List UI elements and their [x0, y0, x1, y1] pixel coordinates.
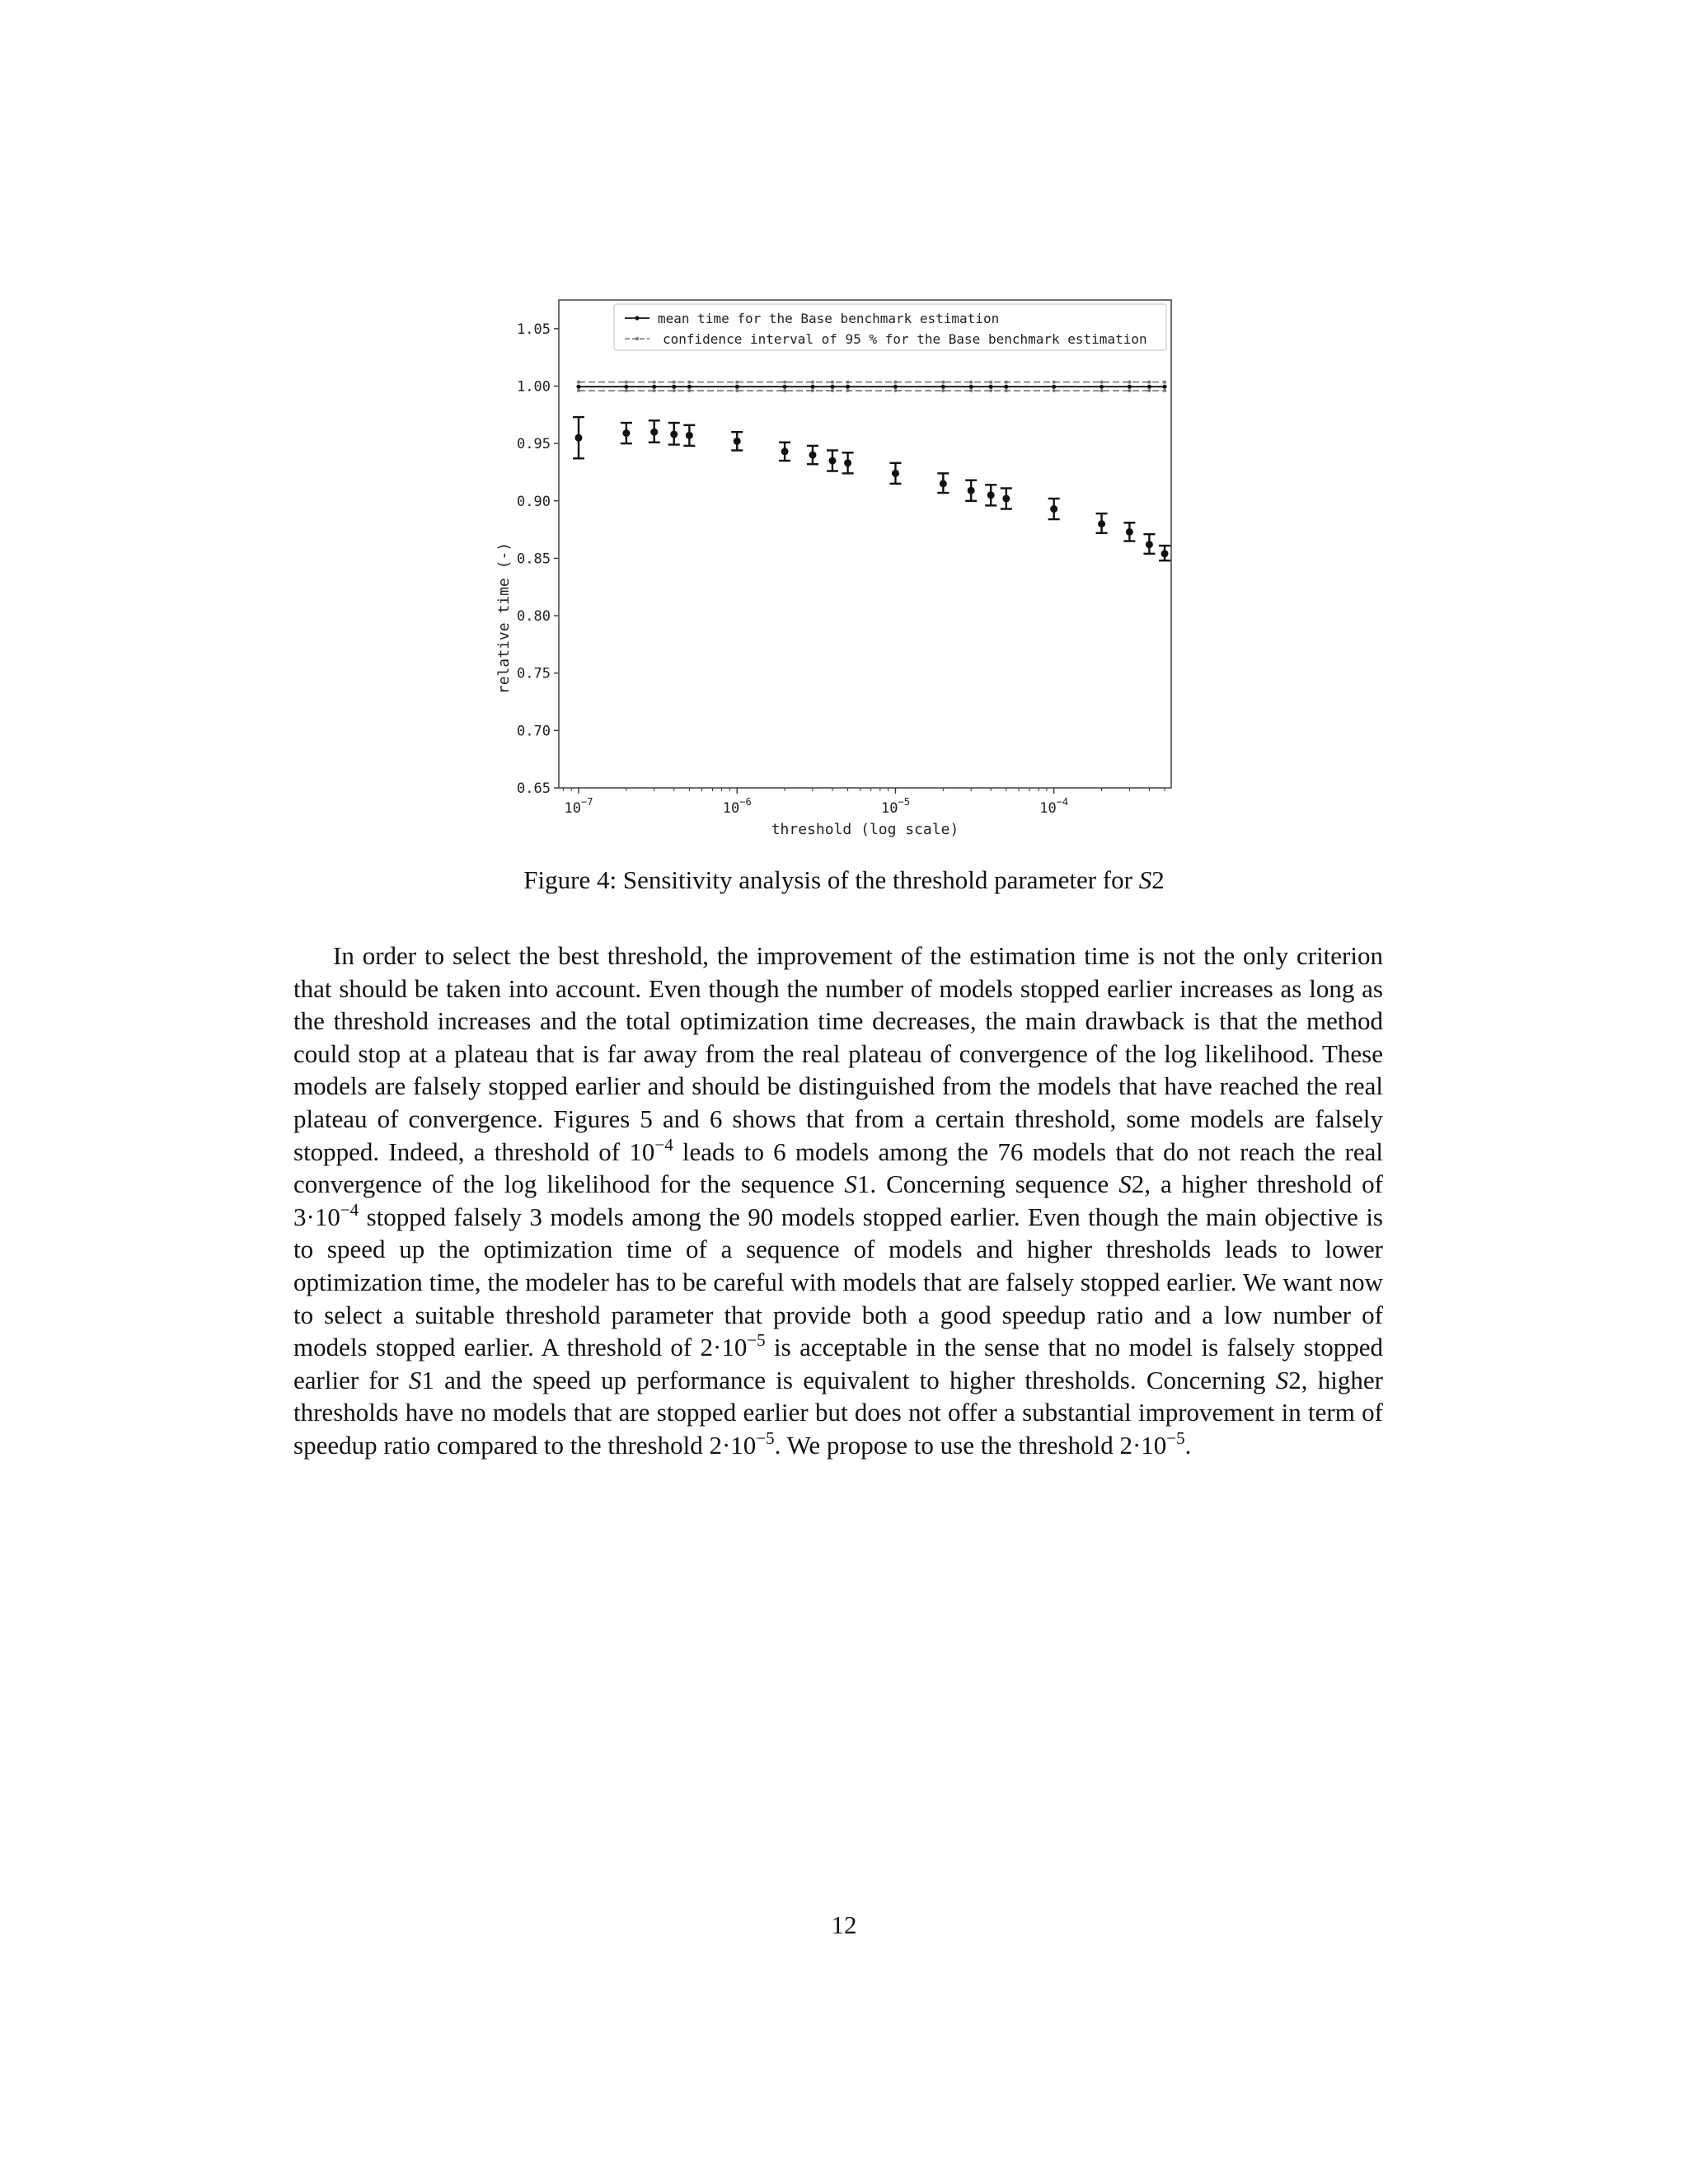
- baseline-ci-marker: [941, 389, 945, 392]
- text-run: is acceptable in the sense that no model is falsely stopped earlier for: [293, 1333, 1383, 1394]
- math-variable: S: [844, 1169, 857, 1199]
- baseline-mean-marker: [624, 385, 628, 389]
- text-run: .: [1184, 1430, 1192, 1460]
- baseline-mean-marker: [735, 385, 739, 389]
- baseline-ci-marker: [941, 381, 945, 384]
- baseline-ci-marker: [625, 381, 628, 384]
- y-tick-label: 0.80: [517, 608, 551, 626]
- baseline-mean-marker: [893, 385, 898, 389]
- baseline-ci-marker: [735, 381, 738, 384]
- baseline-mean-marker: [810, 385, 814, 389]
- body-paragraph: [293, 940, 1383, 1462]
- baseline-ci-marker: [673, 389, 676, 392]
- y-tick-label: 0.95: [517, 436, 551, 453]
- exponent: −4: [340, 1199, 359, 1220]
- baseline-ci-marker: [1053, 381, 1056, 384]
- plot-frame: [559, 300, 1171, 788]
- x-tick-exponent: −7: [581, 796, 593, 808]
- baseline-ci-marker: [1100, 389, 1104, 392]
- figure-4-chart: [478, 288, 1203, 857]
- baseline-mean-marker: [830, 385, 834, 389]
- baseline-ci-marker: [687, 389, 691, 392]
- data-point: [650, 429, 658, 436]
- baseline-ci-marker: [1163, 381, 1166, 384]
- figure-caption: [293, 864, 1395, 897]
- baseline-ci-marker: [969, 389, 973, 392]
- data-point: [734, 438, 741, 445]
- baseline-ci-marker: [1147, 389, 1151, 392]
- data-point: [670, 430, 678, 438]
- baseline-ci-marker: [783, 381, 786, 384]
- legend-entry: mean time for the Base benchmark estimation: [658, 311, 1000, 326]
- baseline-ci-marker: [687, 381, 691, 384]
- baseline-ci-marker: [1163, 389, 1166, 392]
- legend: [614, 304, 1166, 350]
- baseline-mean-marker: [1162, 385, 1166, 389]
- x-tick-label: $10^{-7}$: [564, 796, 593, 817]
- data-point: [622, 429, 630, 437]
- caption-prefix: Figure 4: Sensitivity analysis of the threshold parameter for: [523, 865, 1139, 894]
- baseline-ci-marker: [735, 389, 738, 392]
- baseline-mean-marker: [969, 385, 973, 389]
- legend-mean-marker: [635, 316, 639, 320]
- text-run: 1 and the speed up performance is equivalent to higher thresholds. Concerning: [421, 1365, 1276, 1394]
- baseline-ci-marker: [1100, 381, 1104, 384]
- x-tick-label: $10^{-5}$: [880, 796, 910, 817]
- caption-number: 2: [1151, 865, 1165, 894]
- baseline-ci-marker: [893, 389, 897, 392]
- x-tick-label: $10^{-6}$: [722, 796, 752, 817]
- y-tick-label: 0.90: [517, 493, 551, 510]
- text-run: 1. Concerning sequence: [856, 1169, 1119, 1199]
- baseline-ci-marker: [811, 381, 814, 384]
- y-tick-label: 0.70: [517, 723, 551, 740]
- baseline-ci-marker: [577, 381, 580, 384]
- baseline-ci-marker: [1053, 389, 1056, 392]
- exponent: −4: [654, 1134, 673, 1155]
- x-axis-label: threshold (log scale): [771, 821, 959, 838]
- data-point: [1126, 528, 1133, 536]
- baseline-mean-marker: [687, 385, 692, 389]
- data-point: [828, 457, 836, 465]
- baseline-mean-marker: [989, 385, 993, 389]
- data-point: [1098, 520, 1105, 527]
- math-variable: S: [1275, 1365, 1289, 1394]
- baseline-mean-marker: [846, 385, 850, 389]
- exponent: −5: [756, 1427, 775, 1448]
- exponent: −5: [1166, 1427, 1185, 1448]
- y-tick-label: 1.00: [517, 378, 551, 396]
- data-point: [940, 480, 947, 487]
- baseline-ci-marker: [673, 381, 676, 384]
- data-point: [809, 452, 816, 459]
- baseline-ci-marker: [1147, 381, 1151, 384]
- data-point: [686, 432, 693, 439]
- baseline-ci-marker: [893, 381, 897, 384]
- data-point: [892, 470, 899, 477]
- data-point: [781, 448, 789, 455]
- baseline-ci-marker: [1128, 389, 1131, 392]
- text-run: stopped falsely 3 models among the 90 models stopped earlier. Even though the main objective is to speed up the optimization time of a sequence of models and higher thresholds leads to lower optimization time, the modeler has to be careful with models that are falsely stopped earlier. We want now to select a suitable threshold parameter that provide both a good speedup ratio and a low number of models stopped earlier. A threshold of 2·10: [293, 1202, 1383, 1362]
- x-tick-exponent: −4: [1056, 796, 1069, 808]
- baseline-ci-marker: [1128, 381, 1131, 384]
- paragraph-threshold-selection: [293, 940, 1383, 1462]
- data-point: [1146, 541, 1153, 548]
- text-run: leads to 6 models among the 76 models that do not reach the real convergence of the log likelihood for the sequence: [293, 1137, 1383, 1199]
- exponent: −5: [747, 1330, 766, 1351]
- data-point: [1002, 494, 1010, 502]
- y-axis-label: relative time (-): [495, 541, 513, 695]
- baseline-ci-marker: [625, 389, 628, 392]
- y-tick-label: 1.05: [517, 321, 551, 338]
- baseline-ci-marker: [811, 389, 814, 392]
- text-run: In order to select the best threshold, the improvement of the estimation time is not the only criterion that should be taken into account. Even though the number of models stopped earlier increases as long as the threshold increases and the total optimization time decreases, the main drawback is that the method could stop at a plateau that is far away from the real plateau of convergence of the log likelihood. These models are falsely stopped earlier and should be distinguished from the models that have reached the real plateau of convergence. Figures 5 and 6 shows that from a certain threshold, some models are falsely stopped. Indeed, a threshold of 10: [293, 941, 1383, 1166]
- baseline-mean-marker: [1052, 385, 1056, 389]
- baseline-mean-marker: [1147, 385, 1151, 389]
- x-tick-exponent: −6: [739, 796, 752, 808]
- baseline-mean-marker: [783, 385, 787, 389]
- baseline-ci-marker: [1005, 381, 1008, 384]
- baseline-ci-marker: [831, 381, 834, 384]
- baseline-mean-marker: [1128, 385, 1132, 389]
- baseline-ci-marker: [989, 389, 992, 392]
- y-tick-label: 0.85: [517, 551, 551, 568]
- baseline-mean-marker: [941, 385, 945, 389]
- baseline-mean-marker: [576, 385, 580, 389]
- caption-variable: S: [1138, 865, 1152, 894]
- page-number: 12: [831, 1910, 857, 1939]
- text-run: 2, a higher threshold of 3·10: [293, 1169, 1384, 1231]
- x-tick-label: $10^{-4}$: [1039, 796, 1069, 817]
- text-run: 2, higher thresholds have no models that are stopped earlier but does not offer a substantial improvement in term of speedup ratio compared to the threshold 2·10: [293, 1365, 1383, 1460]
- baseline-ci-marker: [653, 381, 656, 384]
- baseline-mean-marker: [1100, 385, 1104, 389]
- baseline-ci-marker: [846, 389, 850, 392]
- baseline-ci-marker: [846, 381, 850, 384]
- legend-ci-marker: [635, 337, 639, 340]
- data-point: [844, 459, 851, 466]
- baseline-mean-marker: [652, 385, 656, 389]
- baseline-ci-marker: [577, 389, 580, 392]
- baseline-ci-marker: [783, 389, 786, 392]
- legend-entry: confidence interval of 95 % for the Base benchmark estimation: [663, 331, 1147, 347]
- data-point: [575, 434, 583, 442]
- data-point: [1161, 550, 1169, 557]
- data-point: [1050, 505, 1057, 513]
- math-variable: S: [408, 1365, 422, 1394]
- baseline-mean-marker: [1004, 385, 1008, 389]
- math-variable: S: [1118, 1169, 1132, 1199]
- data-point: [987, 491, 995, 499]
- data-point: [968, 487, 975, 494]
- baseline-ci-marker: [1005, 389, 1008, 392]
- baseline-ci-marker: [989, 381, 992, 384]
- baseline-mean-marker: [672, 385, 676, 389]
- baseline-ci-marker: [653, 389, 656, 392]
- text-run: . We propose to use the threshold 2·10: [774, 1430, 1167, 1460]
- y-tick-label: 0.75: [517, 665, 551, 682]
- baseline-ci-marker: [969, 381, 973, 384]
- baseline-ci-marker: [831, 389, 834, 392]
- y-tick-label: 0.65: [517, 780, 551, 797]
- x-tick-exponent: −5: [898, 796, 910, 808]
